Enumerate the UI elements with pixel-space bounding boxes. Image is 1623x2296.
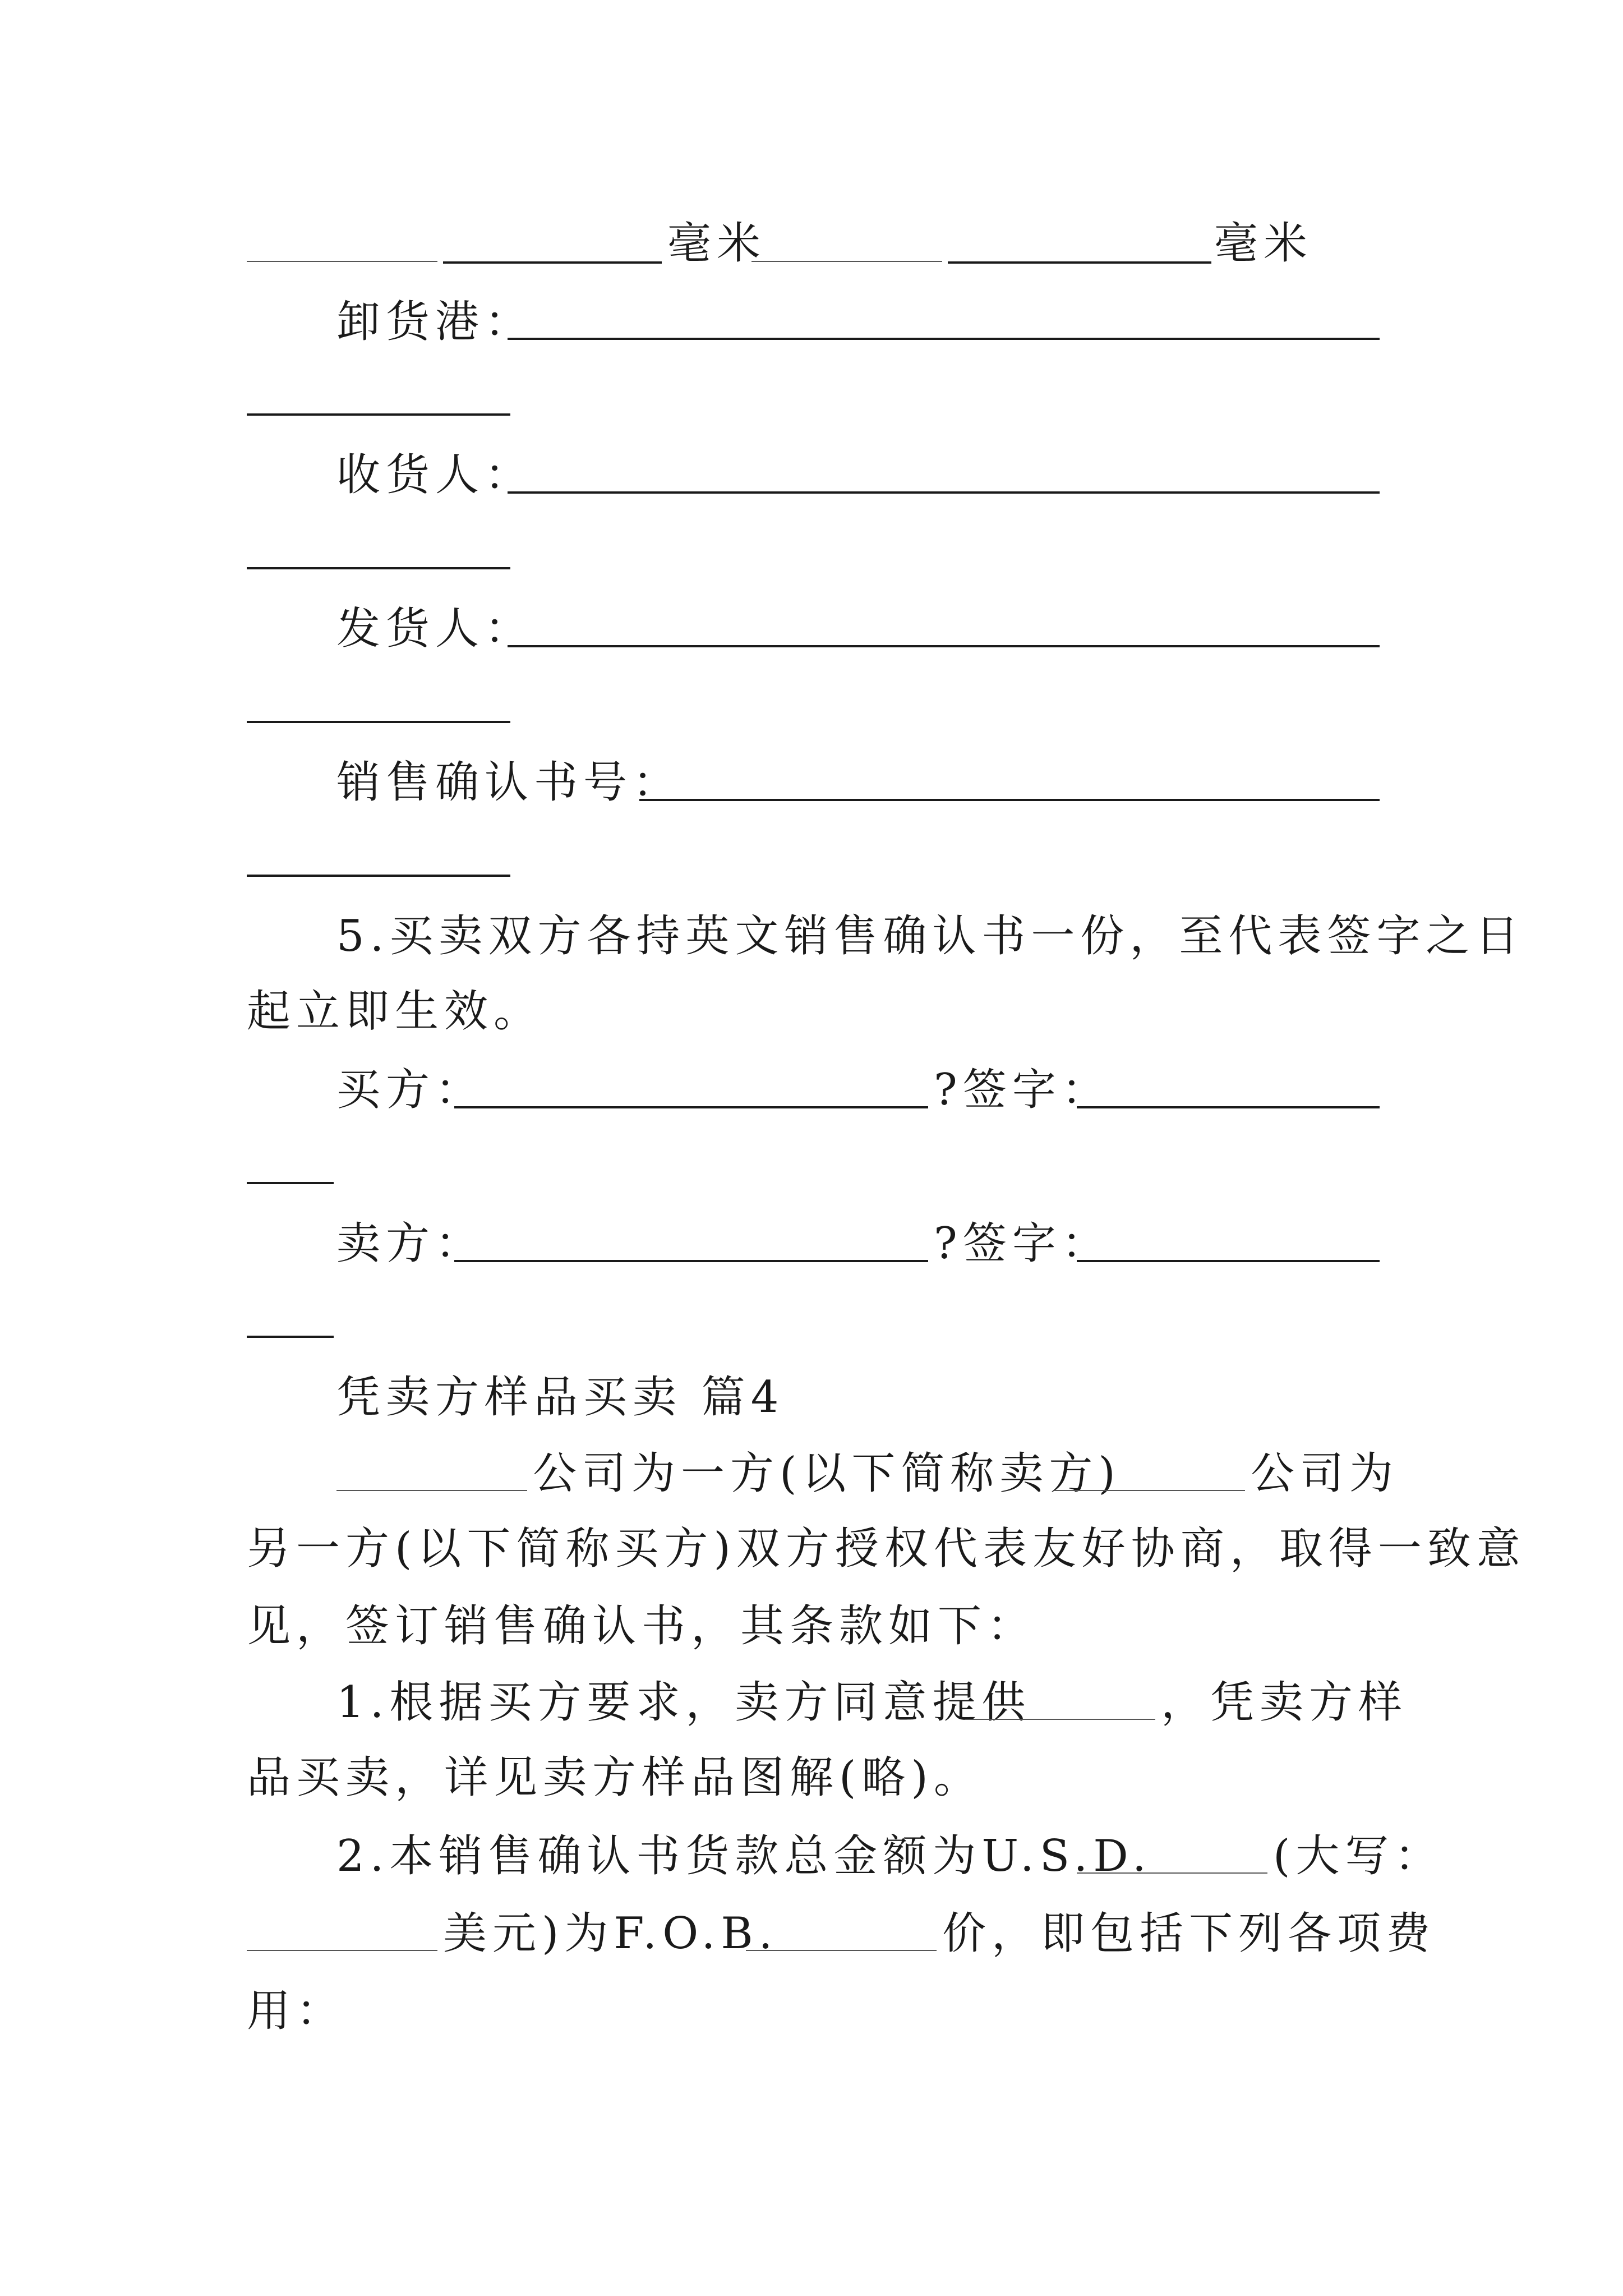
discharge-port-input-line[interactable] [508,338,1380,340]
item1-line2: 品买卖，详见卖方样品图解(略)。 [247,1752,983,1803]
intro-line1-a: 公司为一方(以下简称卖方) [533,1448,1121,1499]
field-label-shipper: 发货人： [336,604,534,654]
intro-line3: 见，签订销售确认书，其条款如下： [247,1601,1037,1651]
consignee-input-line[interactable] [508,491,1380,494]
field-label-sales-confirmation-no: 销售确认书号： [336,757,683,808]
buyer-sign-label: ?签字： [934,1065,1111,1115]
shipper-input-line[interactable] [508,645,1380,647]
intro-line2: 另一方(以下简称买方)双方授权代表友好协商，取得一致意 [247,1524,1526,1574]
field-label-discharge-port: 卸货港： [336,297,534,347]
item2-line2-b: 价，即包括下列各项费 [942,1908,1436,1959]
amount-in-words-blank[interactable] [247,1950,437,1951]
item1-line1-a: 1.根据买方要求，卖方同意提供 [336,1677,1031,1728]
fob-port-blank[interactable] [746,1950,937,1951]
field-label-consignee: 收货人： [336,450,534,500]
seller-sign-input-line[interactable] [1077,1260,1380,1262]
buyer-label: 买方： [336,1065,485,1115]
buyer-sign-input-line-cont[interactable] [247,1182,334,1184]
blank-line [247,261,437,262]
blank-line [948,261,1211,264]
shipper-input-line-cont[interactable] [247,721,510,723]
item2-line3: 用： [247,1986,346,2036]
blank-line [443,261,662,264]
unit-mm-2: 毫米 [1214,218,1313,269]
buyer-company-blank[interactable] [1054,1490,1245,1491]
usd-amount-blank[interactable] [1077,1872,1267,1874]
seller-sign-label: ?签字： [934,1218,1111,1269]
seller-company-blank[interactable] [336,1490,527,1491]
item2-line1-a: 2.本销售确认书货款总金额为U.S.D. [336,1831,1152,1881]
goods-blank[interactable] [965,1719,1155,1720]
sales-confirmation-no-input-line[interactable] [639,799,1380,801]
intro-line1-b: 公司为 [1251,1448,1399,1499]
seller-label: 卖方： [336,1218,485,1269]
unit-mm-1: 毫米 [667,218,767,269]
section-title: 凭卖方样品买卖 篇4 [336,1372,785,1423]
buyer-input-line[interactable] [454,1106,928,1108]
sales-confirmation-no-input-line-cont[interactable] [247,875,510,877]
buyer-sign-input-line[interactable] [1077,1106,1380,1108]
item1-line1-b: ，凭卖方样 [1161,1677,1408,1728]
item2-line2-a: 美元)为F.O.B. [443,1908,778,1959]
clause5-line1: 5.买卖双方各持英文销售确认书一份，至代表签字之日 [336,911,1525,961]
blank-line [751,261,942,262]
seller-input-line[interactable] [454,1260,928,1262]
item2-line1-b: (大写： [1273,1831,1444,1881]
discharge-port-input-line-cont[interactable] [247,413,510,416]
seller-sign-input-line-cont[interactable] [247,1336,334,1338]
clause5-line2: 起立即生效。 [247,986,543,1037]
consignee-input-line-cont[interactable] [247,567,510,569]
